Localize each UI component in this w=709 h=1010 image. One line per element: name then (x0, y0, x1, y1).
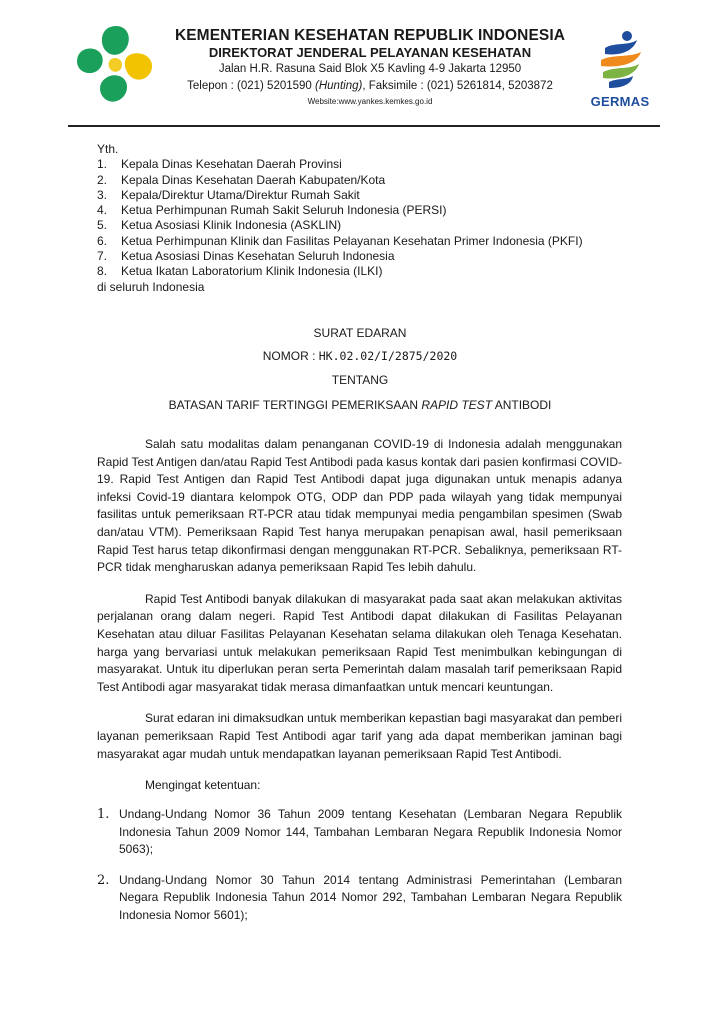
item-text: Kepala Dinas Kesehatan Daerah Kabupaten/Kota (121, 172, 386, 187)
kemenkes-logo-icon (70, 20, 160, 108)
subject-prefix: BATASAN TARIF TERTINGGI PEMERIKSAAN (168, 398, 422, 412)
addressee-closing: di seluruh Indonesia (97, 279, 205, 294)
item-text: Undang-Undang Nomor 36 Tahun 2009 tentang Kesehatan (Lembaran Negara Republik Indonesia Tahun 2009 Nomor 144, Tambahan Lembaran Negara Republik Indonesia Nomor 5063); (119, 807, 622, 857)
body-paragraph-1: Salah satu modalitas dalam penanganan COVID-19 di Indonesia adalah menggunakan Rapid Test Antigen dan/atau Rapid Test Antibodi pada kasus kontak dari pasien konfirmasi COVID-19. Rapid Test Antigen dan Rapid Test Antibodi dapat juga digunakan untuk menapis adanya infeksi Covid-19 diantara kelompok OTG, ODP dan PDP pada wilayah yang tidak mempunyai fasilitas untuk pemeriksaan RT-PCR atau tidak mempunyai media pengambilan spesimen (Swab dan/atau VTM). Pemeriksaan Rapid Test hanya merupakan penapisan awal, hasil pemeriksaan Rapid Test harus tetap dikonfirmasi dengan menggunakan RT-PCR. Sebaliknya, pemeriksaan RT-PCR tidak mengharuskan adanya pemeriksaan Rapid Tes lebih dahulu. (97, 437, 622, 575)
directorate-name: DIREKTORAT JENDERAL PELAYANAN KESEHATAN (208, 45, 532, 60)
addressee-list (97, 157, 657, 279)
item-text: Kepala/Direktur Utama/Direktur Rumah Sakit (121, 187, 360, 202)
item-text: Ketua Asosiasi Dinas Kesehatan Seluruh Indonesia (121, 249, 395, 264)
letter-subject (60, 398, 660, 412)
letterhead-phone (160, 78, 580, 95)
item-text: Ketua Perhimpunan Rumah Sakit Seluruh Indonesia (PERSI) (121, 203, 447, 218)
phone-prefix: Telepon : (021) 5201590 (187, 80, 316, 92)
item-text: Ketua Asosiasi Klinik Indonesia (ASKLIN) (121, 218, 342, 233)
item-number: 6. (97, 233, 108, 248)
legal-basis-list (97, 806, 622, 938)
item-number: 5. (97, 218, 108, 233)
phone-hunting: (Hunting) (315, 80, 363, 92)
list-item (97, 218, 657, 233)
item-number: 4. (97, 203, 108, 218)
list-item (97, 872, 622, 925)
ministry-name: KEMENTERIAN KESEHATAN REPUBLIK INDONESIA (174, 27, 566, 44)
letter-heading: SURAT EDARAN (313, 326, 407, 340)
item-text: Kepala Dinas Kesehatan Daerah Provinsi (121, 157, 342, 172)
item-text: Ketua Ikatan Laboratorium Klinik Indonesia (ILKI) (121, 264, 383, 279)
salutation: Yth. (97, 142, 119, 156)
germas-label: GERMAS (590, 94, 650, 109)
nomor-label: NOMOR : (262, 349, 319, 363)
subject-italic: RAPID TEST (421, 398, 493, 412)
item-number: 1. (97, 807, 110, 822)
letterhead-address: Jalan H.R. Rasuna Said Blok X5 Kavling 4-9 Jakarta 12950 (218, 63, 522, 75)
phone-suffix: , Faksimile : (021) 5261814, 5203872 (362, 80, 553, 92)
item-text: Ketua Perhimpunan Klinik dan Fasilitas Pelayanan Kesehatan Primer Indonesia (PKFI) (121, 233, 583, 248)
tentang-label: TENTANG (331, 373, 389, 387)
list-item (97, 157, 657, 172)
list-item (97, 249, 657, 264)
addressee-block (97, 142, 657, 295)
subject-suffix: ANTIBODI (492, 398, 552, 412)
list-item (97, 264, 657, 279)
letter-body (97, 436, 622, 805)
nomor-value: HK.02.02/I/2875/2020 (318, 349, 458, 363)
list-item (97, 234, 657, 249)
item-number: 2. (97, 872, 110, 888)
item-number: 7. (97, 249, 108, 264)
body-paragraph-2: Rapid Test Antibodi banyak dilakukan di masyarakat pada saat akan melakukan aktivitas perjalanan orang dalam negeri. Rapid Test Antibodi dapat dilakukan di Fasilitas Pelayanan Kesehatan atau diluar Fasilitas Pelayanan Kesehatan selama dilakukan oleh Tenaga Kesehatan. harga yang bervariasi untuk melakukan pemeriksaan Rapid Test menimbulkan kebingungan di masyarakat. Untuk itu diperlukan peran serta Pemerintah dalam masalah tarif pemeriksaan Rapid Test Antibodi agar masyarakat tidak merasa dimanfaatkan untuk mencari keuntungan. (97, 591, 622, 694)
letterhead-text (160, 26, 580, 109)
item-number: 3. (97, 187, 108, 202)
list-item (97, 203, 657, 218)
letter-number (60, 349, 660, 363)
item-number: 8. (97, 264, 108, 279)
item-text: Undang-Undang Nomor 30 Tahun 2014 tentang Administrasi Pemerintahan (Lembaran Negara Republik Indonesia Tahun 2014 Nomor 292, Tambahan Lembaran Negara Republik Indonesia Nomor 5601); (119, 872, 622, 922)
germas-logo-icon (585, 28, 655, 92)
letterhead-website: Website:www.yankes.kemkes.go.id (307, 97, 433, 106)
item-number: 1. (97, 157, 108, 172)
germas-logo (585, 28, 655, 118)
list-item (97, 173, 657, 188)
body-paragraph-3: Surat edaran ini dimaksudkan untuk memberikan kepastian bagi masyarakat dan pemberi layanan pemeriksaan Rapid Test Antibodi agar tarif yang ada dapat memberikan jaminan bagi masyarakat agar mudah untuk mendapatkan layanan pemeriksaan Rapid Test Antibodi. (97, 711, 622, 761)
item-number: 2. (97, 172, 108, 187)
letterhead-divider (68, 125, 660, 127)
mengingat-label: Mengingat ketentuan: (145, 778, 261, 793)
list-item (97, 188, 657, 203)
list-item (97, 806, 622, 859)
